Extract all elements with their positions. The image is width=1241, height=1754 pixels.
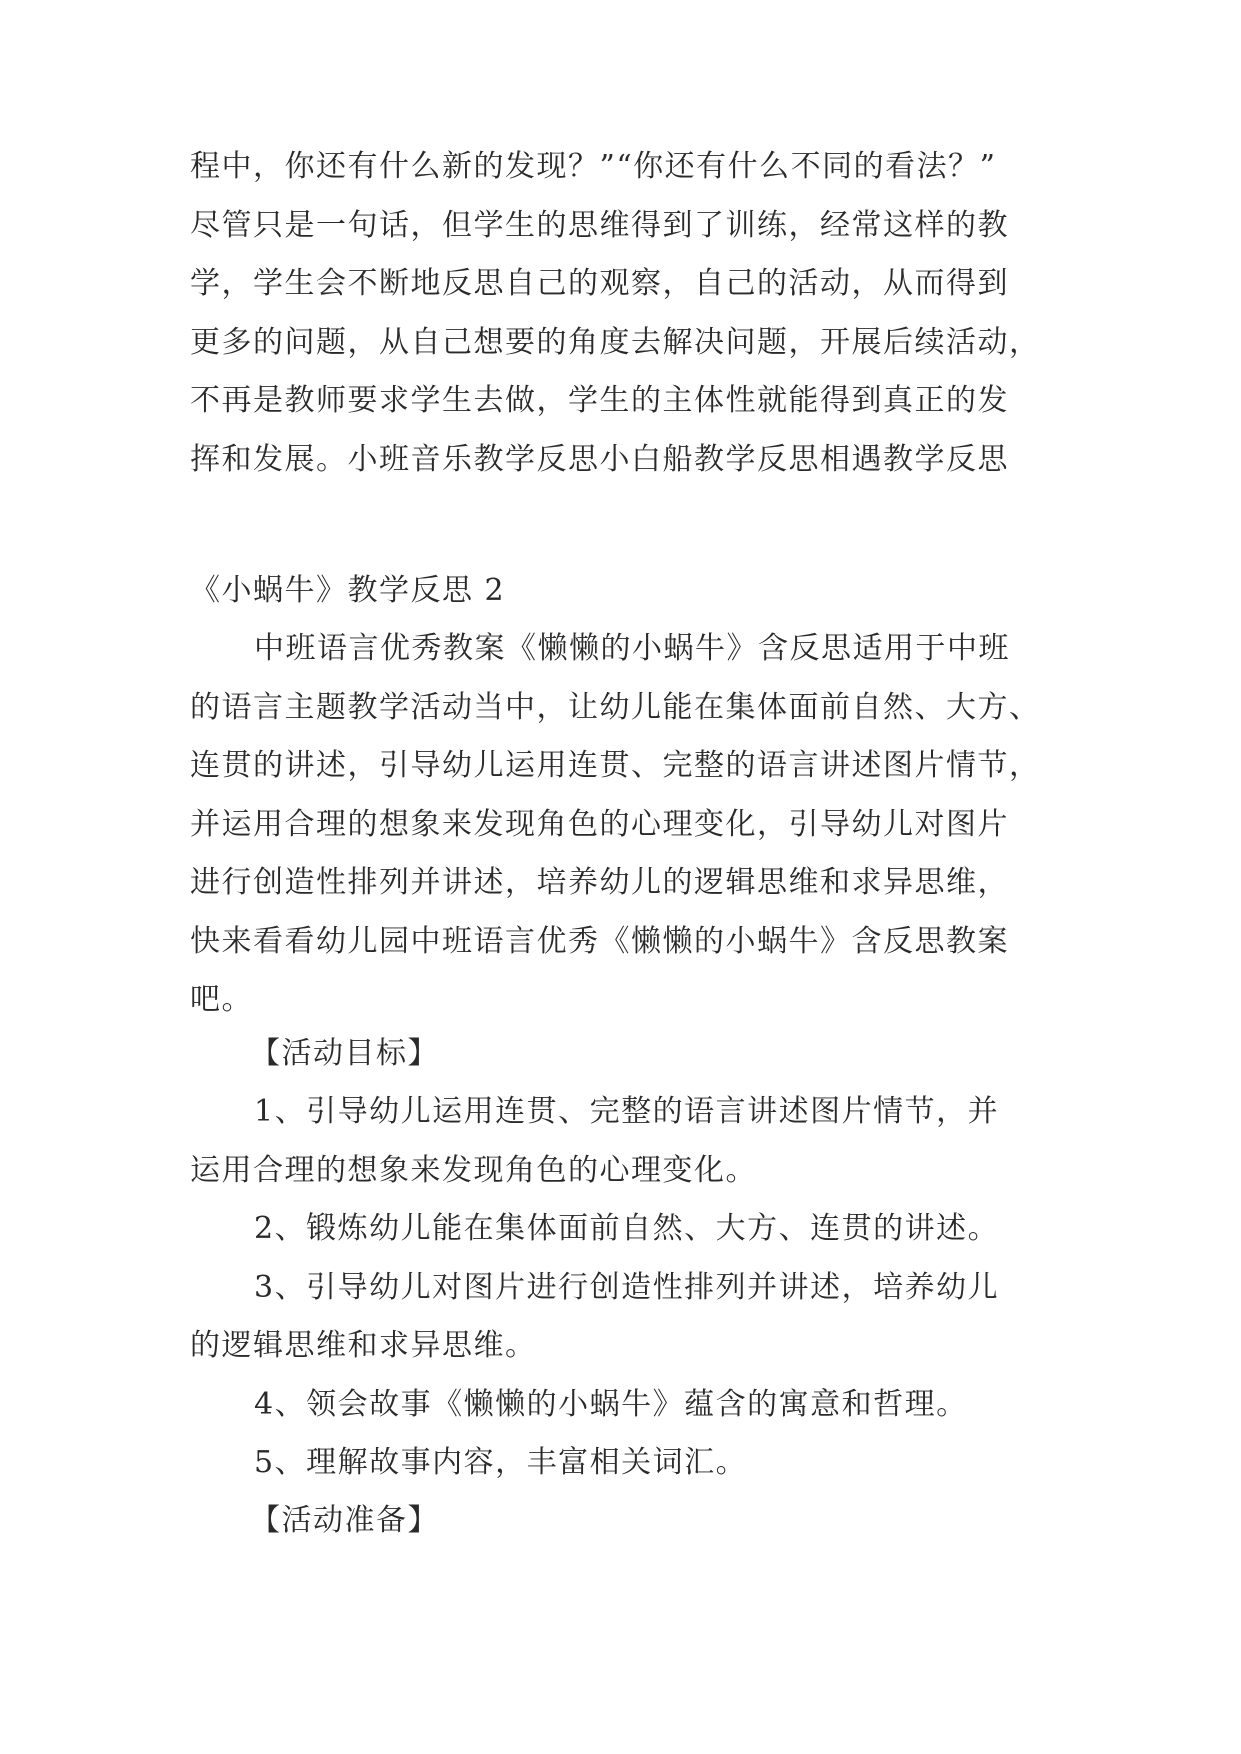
paragraph-continued bbox=[190, 138, 1060, 489]
text-line: 学，学生会不断地反思自己的观察，自己的活动，从而得到 bbox=[190, 266, 1009, 301]
goal-item: 5、理解故事内容，丰富相关词汇。 bbox=[254, 1445, 748, 1480]
goal-item: 2、锻炼幼儿能在集体面前自然、大方、连贯的讲述。 bbox=[254, 1211, 1000, 1246]
goal-item: 4、领会故事《懒懒的小蜗牛》蕴含的寓意和哲理。 bbox=[254, 1386, 968, 1422]
text-line: 不再是教师要求学生去做，学生的主体性就能得到真正的发 bbox=[190, 383, 1009, 418]
goal-item: 1、引导幼儿运用连贯、完整的语言讲述图片情节，并 bbox=[254, 1094, 1000, 1129]
text-line: 连贯的讲述，引导幼儿运用连贯、完整的语言讲述图片情节， bbox=[190, 748, 1041, 783]
goal-item: 3、引导幼儿对图片进行创造性排列并讲述，培养幼儿 bbox=[254, 1269, 1000, 1305]
text-line: 的语言主题教学活动当中，让幼儿能在集体面前自然、大方、 bbox=[190, 689, 1041, 725]
prep-heading: 【活动准备】 bbox=[250, 1503, 439, 1538]
text-line: 并运用合理的想象来发现角色的心理变化，引导幼儿对图片 bbox=[190, 806, 1009, 842]
text-line: 挥和发展。小班音乐教学反思小白船教学反思相遇教学反思 bbox=[190, 441, 1009, 477]
goals-list bbox=[190, 1083, 1060, 1493]
section-title: 《小蜗牛》教学反思 2 bbox=[190, 573, 506, 608]
text-line: 更多的问题，从自己想要的角度去解决问题，开展后续活动， bbox=[190, 324, 1041, 360]
text-line: 程中，你还有什么新的发现？”“你还有什么不同的看法？” bbox=[190, 149, 997, 184]
text-line: 进行创造性排列并讲述，培养幼儿的逻辑思维和求异思维， bbox=[190, 865, 1009, 900]
goal-item-continued: 的逻辑思维和求异思维。 bbox=[190, 1328, 537, 1363]
intro-paragraph bbox=[190, 620, 1060, 1030]
text-line: 吧。 bbox=[190, 982, 253, 1017]
text-line: 尽管只是一句话，但学生的思维得到了训练，经常这样的教 bbox=[190, 207, 1009, 243]
text-line: 快来看看幼儿园中班语言优秀《懒懒的小蜗牛》含反思教案 bbox=[190, 923, 1009, 959]
text-line: 中班语言优秀教案《懒懒的小蜗牛》含反思适用于中班 bbox=[254, 631, 1010, 666]
goals-heading: 【活动目标】 bbox=[250, 1036, 439, 1071]
goal-item-continued: 运用合理的想象来发现角色的心理变化。 bbox=[190, 1152, 757, 1188]
